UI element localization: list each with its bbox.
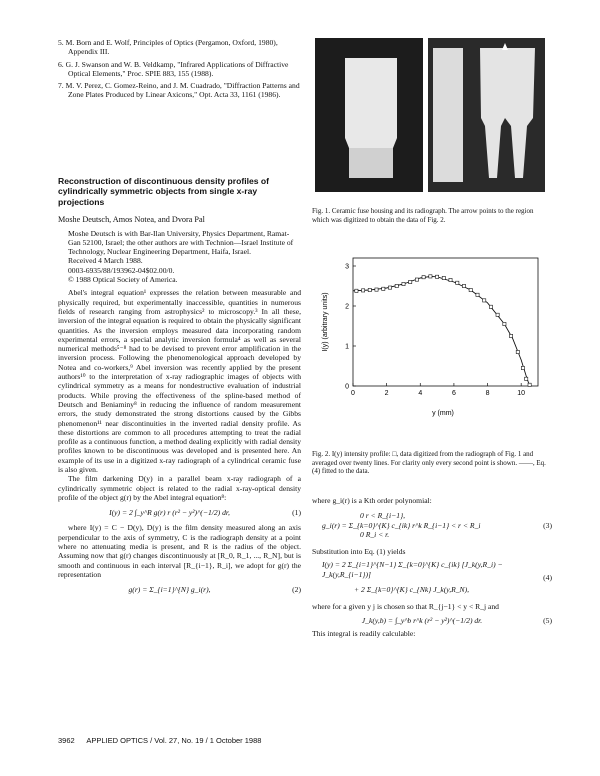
equation-5 (312, 616, 552, 625)
equation-text: J_k(y,b) = ∫_y^b r^k (r² − y²)^(−1/2) dr. (361, 615, 483, 625)
author-affiliation: Moshe Deutsch is with Bar-Ilan University, Physics Department, Ramat-Gan 52100, Israel; the other authors are with Technion—Israel Institute of Technology, Nuclear Engineering Department, Haifa, Israel. (68, 228, 294, 257)
article-code: 0003-6935/88/193962-04$02.00/0. (68, 265, 175, 275)
x-tick-label: 10 (517, 390, 526, 397)
equation-number: (5) (543, 615, 552, 625)
data-point (409, 280, 412, 283)
paragraph: Substitution into Eq. (1) yields (312, 547, 406, 557)
equation-1 (58, 508, 301, 517)
figure-1-caption: Fig. 1. Ceramic fuse housing and its radiograph. The arrow points to the region which was digitized to obtain the data of Fig. 2. (312, 207, 534, 224)
data-point (442, 276, 445, 279)
data-point (525, 377, 528, 380)
equation-line: g_i(r) = Σ_{k=0}^{K} c_{ik} r^k R_{i−1} < r < R_i (322, 520, 481, 530)
data-point (422, 276, 425, 279)
data-point (456, 281, 459, 284)
y-tick-label: 1 (345, 343, 349, 351)
copyright: © 1988 Optical Society of America. (68, 275, 178, 285)
reference-item: 5. M. Born and E. Wolf, Principles of Optics (Pergamon, Oxford, 1980), Appendix III. (58, 38, 278, 57)
equation-line: I(y) = 2 Σ_{i=1}^{N−1} Σ_{k=0}^{K} c_{ik} [J_k(y,R_i) − J_k(y,R_{i−1})] (322, 560, 503, 579)
data-point (469, 288, 472, 291)
right-column (312, 496, 552, 638)
page-number: 3962 (58, 736, 75, 745)
fuse-photos (315, 38, 545, 192)
radiograph-strip (433, 48, 463, 182)
reference-list (58, 38, 301, 100)
y-tick-label: 3 (345, 263, 349, 271)
data-point (382, 287, 385, 290)
figure-2-caption: Fig. 2. I(y) intensity profile: □, data digitized from the radiograph of Fig. 1 and averaged over twenty lines. For clarity only every second point is shown. ——, Eq. (4) fitted to the data. (312, 450, 546, 476)
equation-line: 0 r < R_{i−1}, (360, 511, 406, 521)
data-point (388, 286, 391, 289)
data-point (362, 289, 365, 292)
y-tick-label: 2 (345, 303, 349, 311)
equation-number: (1) (292, 508, 301, 518)
y-tick-label: 0 (345, 383, 349, 391)
intensity-chart (315, 250, 555, 420)
data-point (521, 366, 524, 369)
data-point (496, 313, 499, 316)
x-tick-label: 6 (451, 390, 456, 397)
paragraph: This integral is readily calculable: (312, 628, 416, 638)
data-point (355, 289, 358, 292)
x-axis-label: y (mm) (432, 410, 454, 417)
data-point (483, 299, 486, 302)
reference-item: 7. M. V. Perez, C. Gomez-Reino, and J. M. Cuadrado, "Diffraction Patterns and Zone Plates Produced by Linear Axicons," Opt. Acta 33, 1161 (1986). (58, 81, 300, 100)
equation-number: (4) (543, 572, 552, 582)
data-point (402, 282, 405, 285)
data-point (503, 322, 506, 325)
article-body (58, 288, 301, 594)
y-axis-label: I(y) (arbitrary units) (322, 292, 329, 352)
data-point (462, 284, 465, 287)
data-point (395, 284, 398, 287)
fit-line (353, 276, 530, 386)
reference-item: 6. G. J. Swanson and W. B. Veldkamp, "Infrared Applications of Diffractive Optical Elements," Proc. SPIE 883, 155 (1988). (58, 59, 289, 78)
equation-text: g(r) = Σ_{i=1}^{N} g_i(r), (128, 585, 211, 595)
data-point (368, 288, 371, 291)
equation-4 (312, 560, 552, 594)
data-point (429, 275, 432, 278)
paragraph: The film darkening D(y) in a parallel beam x-ray radiograph of a cylindrically symmetric object is related to the radial x-ray-optical density profile of the object g(r) by the Abel integral equation⁸: (58, 474, 301, 502)
paragraph: where g_i(r) is a Kth order polynomial: (312, 496, 432, 505)
article-authors: Moshe Deutsch, Amos Notea, and Dvora Pal (58, 215, 205, 225)
page-footer (58, 736, 271, 745)
paragraph: where for a given y j is chosen so that R_{j−1} < y < R_j and (312, 602, 499, 612)
equation-number: (2) (292, 585, 301, 595)
data-point (375, 288, 378, 291)
paragraph: Abel's integral equation¹ expresses the relation between measurable and physically required, but experimentally inaccessible, quantities in numerous fields of research ranging from astrophysics² to microscopy.³ In all these, inversion of the integral equation is required to obtain the physically significant quantities. As the inversion employs measured data incorporating random experimental errors, a special analytic inversion formula⁴ as well as several numerical methods⁵⁻⁸ had to be devised to prevent error amplification in the inversion process. Following the phenomenological approach developed by Notea and co-workers,⁹ Abel inversion was recently applied by the present authors¹⁰ to the interpretation of x-ray radiographic images of objects with cylindrical symmetry as a means for nondestructive evaluation of industrial products. While proving the effectiveness of the spline-based method of Deutsch and Beniaminy⁸ in reducing the influence of random measurement errors, the study demonstrated the strong distortions caused by the Gibbs phenomenon¹¹ near discontinuities in the inverted radial density profile. As these distortions are common to all procedures attempting to treat the radial profile as a continuous function, a method dealing explicitly with radial density profiles known to be discontinuous was developed and is presented here. An example of its use in a digitized x-ray radiograph of a cylindrical ceramic fuse is also given. (58, 288, 301, 474)
data-point (489, 305, 492, 308)
equation-line: + 2 Σ_{k=0}^{K} c_{Nk} J_k(y,R_N), (354, 585, 470, 595)
data-point (415, 278, 418, 281)
paragraph: where I(y) = C − D(y), D(y) is the film density measured along an axis perpendicular to the axis of symmetry, C is the radiograph density at a point where no attenuating media is present, and R is the radius of the object. Assuming now that g(r) changes discontinuously at [R_0, R_1, ..., R_N], but is smooth and continuous in each interval [R_{i−1}, R_i], we adopt for g(r) the representation (58, 523, 301, 579)
journal-info: APPLIED OPTICS / Vol. 27, No. 19 / 1 October 1988 (86, 736, 262, 745)
x-tick-label: 2 (384, 390, 389, 397)
equation-2 (58, 585, 301, 594)
equation-number: (3) (543, 520, 552, 530)
received-date: Received 4 March 1988. (68, 256, 143, 266)
data-point (510, 334, 513, 337)
equation-text: I(y) = 2 ∫_y^R g(r) r (r² − y²)^(−1/2) dr, (109, 508, 230, 518)
x-tick-label: 0 (351, 390, 355, 397)
x-tick-label: 8 (485, 390, 490, 397)
data-point (449, 278, 452, 281)
left-column (58, 38, 301, 601)
x-tick-label: 4 (418, 390, 423, 397)
article-title: Reconstruction of discontinuous density profiles of cylindrically symmetric objects from single x-ray projections (58, 175, 270, 207)
data-point (476, 293, 479, 296)
equation-line: 0 R_i < r. (360, 529, 390, 539)
equation-3 (312, 511, 552, 539)
data-point (528, 383, 531, 386)
data-point (516, 350, 519, 353)
data-point (436, 275, 439, 278)
